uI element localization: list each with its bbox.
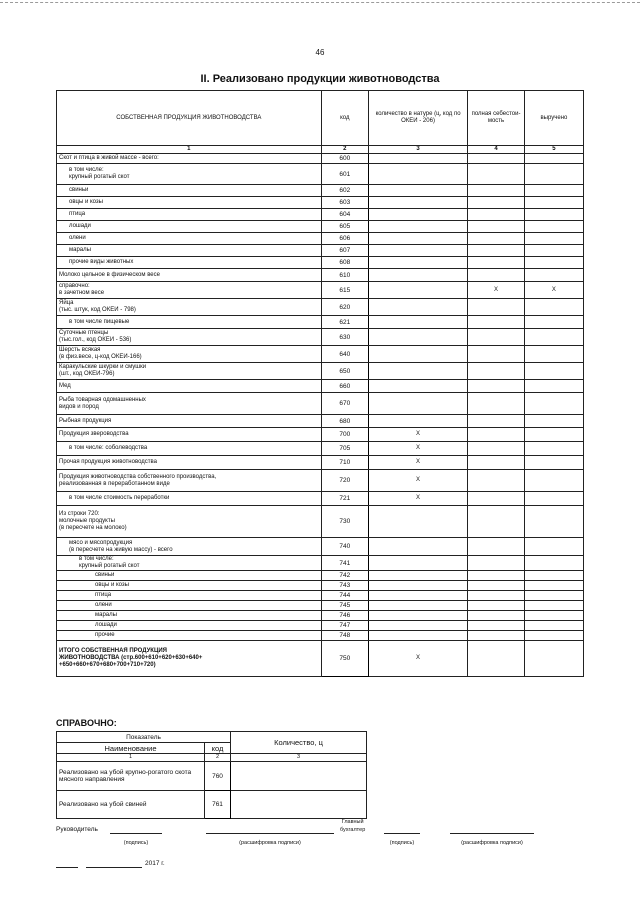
row-name: Рыба товарная одомашненных видов и пород <box>57 393 322 415</box>
row-name: маралы <box>57 611 322 621</box>
row-quantity[interactable] <box>368 197 467 209</box>
row-name: Молоко цельное в физическом весе <box>57 269 322 282</box>
row-cost[interactable] <box>468 380 525 393</box>
row-name: Каракульские шкурки и смушки (шт., код ОКЕИ-796) <box>57 363 322 380</box>
ref-row-code: 761 <box>205 791 231 819</box>
row-revenue[interactable] <box>524 415 583 428</box>
row-code: 750 <box>321 641 368 677</box>
row-code: 650 <box>321 363 368 380</box>
table-row <box>57 415 584 428</box>
table-row <box>57 233 584 245</box>
table-row <box>57 456 584 470</box>
ref-header-quantity: Количество, ц <box>231 732 367 754</box>
row-revenue[interactable] <box>524 299 583 316</box>
table-row <box>57 329 584 346</box>
row-quantity[interactable]: X <box>368 470 467 492</box>
row-quantity[interactable] <box>368 631 467 641</box>
row-revenue[interactable] <box>524 428 583 442</box>
row-cost[interactable] <box>468 621 525 631</box>
row-revenue[interactable] <box>524 233 583 245</box>
table-row <box>57 591 584 601</box>
row-cost[interactable] <box>468 415 525 428</box>
header-cost: полная себестои-мость <box>468 91 525 146</box>
row-name: Яйца (тыс. штук, код ОКЕИ - 798) <box>57 299 322 316</box>
row-revenue[interactable] <box>524 631 583 641</box>
row-cost[interactable] <box>468 233 525 245</box>
column-number: 3 <box>368 146 467 154</box>
row-revenue[interactable] <box>524 209 583 221</box>
row-cost[interactable] <box>468 346 525 363</box>
row-revenue[interactable] <box>524 393 583 415</box>
accountant-signature-caption: (подпись) <box>389 840 415 846</box>
row-cost[interactable] <box>468 197 525 209</box>
row-code: 670 <box>321 393 368 415</box>
row-cost[interactable] <box>468 299 525 316</box>
row-name: свиньи <box>57 571 322 581</box>
table-row <box>57 363 584 380</box>
row-code: 603 <box>321 197 368 209</box>
row-quantity[interactable]: X <box>368 442 467 456</box>
ref-row-value[interactable] <box>231 762 367 791</box>
ref-column-number: 1 <box>57 754 205 762</box>
row-code: 607 <box>321 245 368 257</box>
row-quantity[interactable] <box>368 346 467 363</box>
header-quantity: количество в натуре (ц, код по ОКЕИ - 206) <box>368 91 467 146</box>
row-revenue[interactable] <box>524 591 583 601</box>
row-name: овцы и козы <box>57 581 322 591</box>
row-name: маралы <box>57 245 322 257</box>
row-name: Суточные птенцы (тыс.гол., код ОКЕИ - 536) <box>57 329 322 346</box>
table-row <box>57 442 584 456</box>
reference-table <box>56 731 367 819</box>
table-row <box>57 185 584 197</box>
row-quantity[interactable] <box>368 257 467 269</box>
row-revenue[interactable] <box>524 363 583 380</box>
head-decode-line[interactable] <box>206 833 334 834</box>
row-cost[interactable] <box>468 641 525 677</box>
row-revenue[interactable] <box>524 492 583 506</box>
row-name: в том числе стоимость переработки <box>57 492 322 506</box>
row-code: 740 <box>321 538 368 556</box>
table-row <box>57 581 584 591</box>
column-numbers-row <box>57 146 584 154</box>
table-row <box>57 470 584 492</box>
section-title: II. Реализовано продукции животноводства <box>200 73 440 85</box>
row-code: 741 <box>321 556 368 571</box>
row-revenue[interactable] <box>524 329 583 346</box>
row-cost[interactable] <box>468 363 525 380</box>
row-code: 680 <box>321 415 368 428</box>
row-name: Прочая продукция животноводства <box>57 456 322 470</box>
row-cost[interactable] <box>468 601 525 611</box>
row-cost[interactable] <box>468 164 525 185</box>
row-cost[interactable] <box>468 611 525 621</box>
row-revenue[interactable] <box>524 185 583 197</box>
date-month-line[interactable] <box>86 867 142 868</box>
ref-row-code: 760 <box>205 762 231 791</box>
row-code: 720 <box>321 470 368 492</box>
row-cost[interactable] <box>468 269 525 282</box>
row-quantity[interactable] <box>368 415 467 428</box>
livestock-sales-table <box>56 90 584 677</box>
page-number: 46 <box>315 48 325 57</box>
table-row <box>57 556 584 571</box>
row-code: 620 <box>321 299 368 316</box>
row-revenue[interactable] <box>524 581 583 591</box>
accountant-signature-line[interactable] <box>384 833 420 834</box>
ref-header-group: Показатель <box>57 732 231 743</box>
row-revenue[interactable] <box>524 316 583 329</box>
row-code: 705 <box>321 442 368 456</box>
row-revenue[interactable] <box>524 257 583 269</box>
column-number: 1 <box>57 146 322 154</box>
row-quantity[interactable] <box>368 245 467 257</box>
ref-header-code: код <box>205 743 231 754</box>
row-name: Скот и птица в живой массе - всего: <box>57 154 322 164</box>
head-signature-caption: (подпись) <box>123 840 149 846</box>
table-row <box>57 506 584 538</box>
row-code: 745 <box>321 601 368 611</box>
row-code: 748 <box>321 631 368 641</box>
row-quantity[interactable] <box>368 601 467 611</box>
ref-row <box>57 791 367 819</box>
scan-edge-line <box>0 2 640 3</box>
row-cost[interactable] <box>468 245 525 257</box>
row-name: мясо и мясопродукция (в пересчете на живую массу) - всего <box>57 538 322 556</box>
header-code: код <box>321 91 368 146</box>
row-name: птица <box>57 209 322 221</box>
row-cost[interactable] <box>468 538 525 556</box>
row-cost[interactable] <box>468 492 525 506</box>
row-quantity[interactable] <box>368 621 467 631</box>
table-row <box>57 154 584 164</box>
row-name: справочно: в зачетном весе <box>57 282 322 299</box>
row-code: 606 <box>321 233 368 245</box>
row-cost[interactable] <box>468 470 525 492</box>
row-revenue[interactable] <box>524 197 583 209</box>
row-name: Из строки 720: молочные продукты (в пересчете на молоко) <box>57 506 322 538</box>
table-row <box>57 621 584 631</box>
row-name: лошади <box>57 221 322 233</box>
row-code: 621 <box>321 316 368 329</box>
row-quantity[interactable] <box>368 363 467 380</box>
row-quantity[interactable]: X <box>368 456 467 470</box>
row-code: 602 <box>321 185 368 197</box>
row-name: прочие виды животных <box>57 257 322 269</box>
row-cost[interactable] <box>468 631 525 641</box>
table-row <box>57 601 584 611</box>
row-code: 747 <box>321 621 368 631</box>
row-code: 608 <box>321 257 368 269</box>
row-cost[interactable] <box>468 506 525 538</box>
row-name: прочие <box>57 631 322 641</box>
table-row <box>57 316 584 329</box>
row-cost[interactable] <box>468 221 525 233</box>
ref-header-name: Наименование <box>57 743 205 754</box>
reference-title: СПРАВОЧНО: <box>56 718 117 728</box>
row-name: Мед <box>57 380 322 393</box>
row-cost[interactable] <box>468 442 525 456</box>
row-quantity[interactable] <box>368 329 467 346</box>
row-quantity[interactable] <box>368 209 467 221</box>
row-revenue[interactable] <box>524 571 583 581</box>
ref-row-name: Реализовано на убой свиней <box>57 791 205 819</box>
row-name: в том числе: крупный рогатый скот <box>57 556 322 571</box>
date-day-line[interactable] <box>56 867 78 868</box>
row-code: 630 <box>321 329 368 346</box>
row-revenue[interactable] <box>524 621 583 631</box>
row-quantity[interactable] <box>368 611 467 621</box>
row-quantity[interactable] <box>368 164 467 185</box>
row-revenue[interactable] <box>524 164 583 185</box>
table-row <box>57 346 584 363</box>
row-revenue[interactable] <box>524 506 583 538</box>
row-revenue[interactable] <box>524 611 583 621</box>
table-row <box>57 269 584 282</box>
row-quantity[interactable] <box>368 316 467 329</box>
row-code: 601 <box>321 164 368 185</box>
table-row <box>57 164 584 185</box>
column-number: 5 <box>524 146 583 154</box>
table-row <box>57 245 584 257</box>
row-cost[interactable] <box>468 316 525 329</box>
row-quantity[interactable] <box>368 571 467 581</box>
row-name: Продукция животноводства собственного производства, реализованная в переработанном виде <box>57 470 322 492</box>
row-quantity[interactable] <box>368 506 467 538</box>
row-code: 600 <box>321 154 368 164</box>
row-quantity[interactable]: X <box>368 641 467 677</box>
row-cost[interactable] <box>468 581 525 591</box>
table-row <box>57 428 584 442</box>
row-cost[interactable] <box>468 154 525 164</box>
row-cost[interactable] <box>468 185 525 197</box>
head-decode-caption: (расшифровка подписи) <box>239 840 301 846</box>
row-name: в том числе пищевые <box>57 316 322 329</box>
column-number: 4 <box>468 146 525 154</box>
row-cost[interactable] <box>468 257 525 269</box>
table-row <box>57 221 584 233</box>
row-quantity[interactable]: X <box>368 492 467 506</box>
row-name: лошади <box>57 621 322 631</box>
table-row <box>57 611 584 621</box>
accountant-decode-line[interactable] <box>450 833 534 834</box>
row-code: 744 <box>321 591 368 601</box>
row-code: 605 <box>321 221 368 233</box>
row-revenue[interactable] <box>524 556 583 571</box>
row-quantity[interactable] <box>368 581 467 591</box>
row-cost[interactable] <box>468 556 525 571</box>
row-name: Шерсть всякая (в физ.весе, ц-код ОКЕИ-166) <box>57 346 322 363</box>
row-code: 730 <box>321 506 368 538</box>
row-name: ИТОГО СОБСТВЕННАЯ ПРОДУКЦИЯ ЖИВОТНОВОДСТВА (стр.600+610+620+630+640+ +650+660+670+680+700+710+720) <box>57 641 322 677</box>
ref-row-value[interactable] <box>231 791 367 819</box>
row-code: 742 <box>321 571 368 581</box>
row-name: в том числе: соболеводства <box>57 442 322 456</box>
table-row <box>57 571 584 581</box>
row-revenue[interactable] <box>524 470 583 492</box>
table-row <box>57 492 584 506</box>
row-cost[interactable] <box>468 209 525 221</box>
row-revenue[interactable] <box>524 346 583 363</box>
row-cost[interactable] <box>468 393 525 415</box>
row-name: овцы и козы <box>57 197 322 209</box>
row-cost[interactable] <box>468 428 525 442</box>
row-name: птица <box>57 591 322 601</box>
row-revenue[interactable] <box>524 380 583 393</box>
table-row <box>57 257 584 269</box>
chief-accountant-label: Главный бухгалтер <box>340 819 366 833</box>
row-revenue[interactable] <box>524 538 583 556</box>
row-code: 746 <box>321 611 368 621</box>
column-number: 2 <box>321 146 368 154</box>
row-revenue[interactable] <box>524 221 583 233</box>
row-name: олени <box>57 601 322 611</box>
year-text: 2017 г. <box>145 860 165 867</box>
table-row <box>57 282 584 299</box>
row-code: 700 <box>321 428 368 442</box>
row-name: олени <box>57 233 322 245</box>
table-row <box>57 641 584 677</box>
row-quantity[interactable] <box>368 185 467 197</box>
row-revenue[interactable] <box>524 601 583 611</box>
row-code: 721 <box>321 492 368 506</box>
row-name: Продукция звероводства <box>57 428 322 442</box>
ref-column-number: 2 <box>205 754 231 762</box>
accountant-decode-caption: (расшифровка подписи) <box>461 840 523 846</box>
row-quantity[interactable] <box>368 221 467 233</box>
row-cost[interactable] <box>468 329 525 346</box>
row-quantity[interactable] <box>368 299 467 316</box>
row-revenue[interactable] <box>524 154 583 164</box>
row-revenue[interactable] <box>524 245 583 257</box>
table-row <box>57 209 584 221</box>
table-row <box>57 299 584 316</box>
table-row <box>57 538 584 556</box>
head-signature-line[interactable] <box>110 833 162 834</box>
row-quantity[interactable] <box>368 154 467 164</box>
row-cost[interactable]: X <box>468 282 525 299</box>
row-quantity[interactable] <box>368 282 467 299</box>
table-row <box>57 393 584 415</box>
row-quantity[interactable] <box>368 269 467 282</box>
row-cost[interactable] <box>468 591 525 601</box>
row-cost[interactable] <box>468 456 525 470</box>
row-quantity[interactable] <box>368 538 467 556</box>
row-quantity[interactable] <box>368 233 467 245</box>
row-quantity[interactable]: X <box>368 428 467 442</box>
row-quantity[interactable] <box>368 393 467 415</box>
row-quantity[interactable] <box>368 591 467 601</box>
row-code: 660 <box>321 380 368 393</box>
row-code: 604 <box>321 209 368 221</box>
header-name: СОБСТВЕННАЯ ПРОДУКЦИЯ ЖИВОТНОВОДСТВА <box>57 91 322 146</box>
row-code: 615 <box>321 282 368 299</box>
row-revenue[interactable]: X <box>524 282 583 299</box>
ref-row-name: Реализовано на убой крупно-рогатого скота мясного направления <box>57 762 205 791</box>
ref-column-number: 3 <box>231 754 367 762</box>
table-row <box>57 631 584 641</box>
row-name: свиньи <box>57 185 322 197</box>
header-revenue: выручено <box>524 91 583 146</box>
row-revenue[interactable] <box>524 442 583 456</box>
row-quantity[interactable] <box>368 380 467 393</box>
row-code: 640 <box>321 346 368 363</box>
row-name: Рыбная продукция <box>57 415 322 428</box>
row-revenue[interactable] <box>524 641 583 677</box>
head-label: Руководитель <box>56 826 98 833</box>
row-name: в том числе: крупный рогатый скот <box>57 164 322 185</box>
table-header-row <box>57 91 584 146</box>
row-cost[interactable] <box>468 571 525 581</box>
ref-row <box>57 762 367 791</box>
row-code: 743 <box>321 581 368 591</box>
row-revenue[interactable] <box>524 269 583 282</box>
table-row <box>57 380 584 393</box>
row-code: 610 <box>321 269 368 282</box>
row-revenue[interactable] <box>524 456 583 470</box>
row-quantity[interactable] <box>368 556 467 571</box>
row-code: 710 <box>321 456 368 470</box>
table-row <box>57 197 584 209</box>
